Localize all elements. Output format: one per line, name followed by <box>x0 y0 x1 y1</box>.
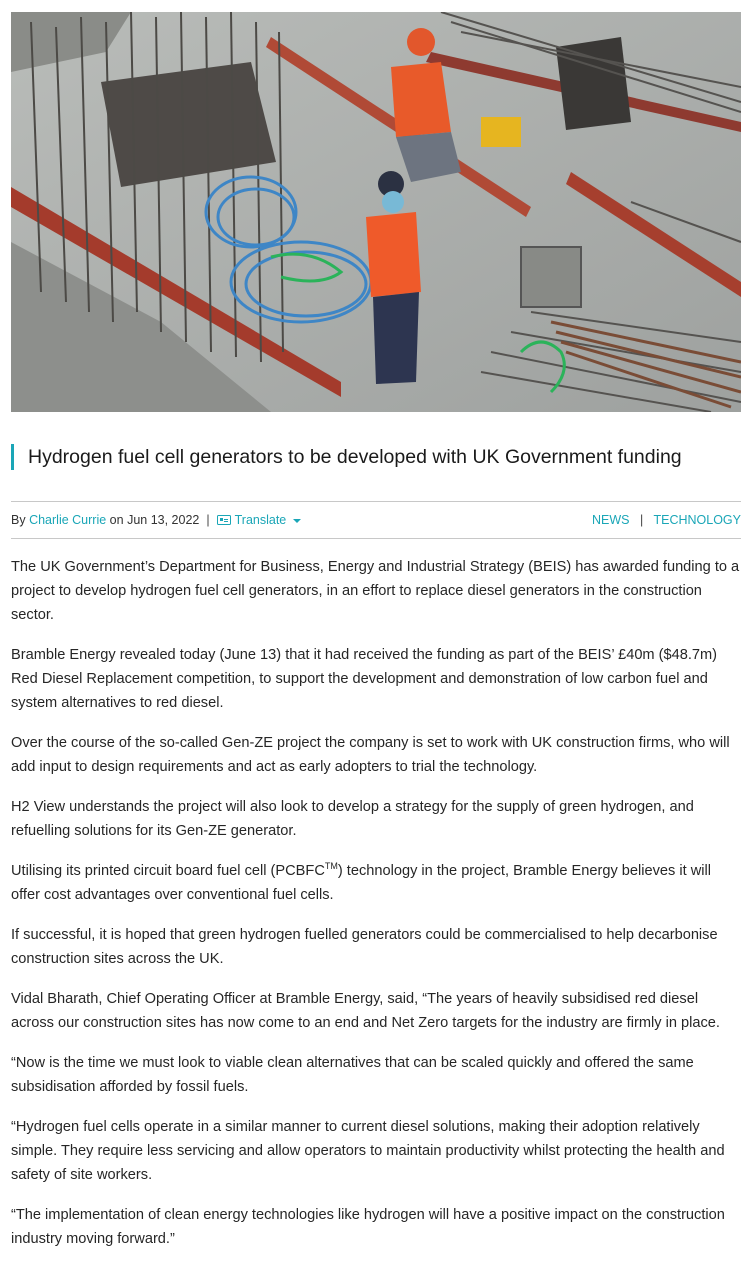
byline <box>11 513 301 527</box>
paragraph-quote: Vidal Bharath, Chief Operating Officer at Bramble Energy, said, “The years of heavily subsidised red diesel across our construction sites has now come to an end and Net Zero targets for the industry are firmly in place. <box>11 991 720 1031</box>
translate-icon <box>217 515 231 525</box>
category-technology-link[interactable]: TECHNOLOGY <box>653 513 741 527</box>
paragraph-quote: “Hydrogen fuel cells operate in a similar manner to current diesel solutions, making their adoption relatively simple. They require less servicing and allow operators to maintain productivity whilst protecting the health and safety of site workers. <box>11 1119 725 1183</box>
paragraph: Over the course of the so-called Gen-ZE project the company is set to work with UK construction firms, who will add input to design requirements and act as early adopters to trial the technology. <box>11 735 730 775</box>
hero-image <box>11 12 741 412</box>
by-label: By <box>11 513 26 527</box>
article-body <box>11 555 743 1267</box>
meta-separator: | <box>206 513 210 527</box>
category-news-link[interactable]: NEWS <box>592 513 630 527</box>
construction-photo-icon <box>11 12 741 412</box>
publish-date: Jun 13, 2022 <box>127 513 200 527</box>
trademark-superscript: TM <box>324 861 338 871</box>
paragraph-quote: “Now is the time we must look to viable clean alternatives that can be scaled quickly and offered the same subsidisation afforded by fossil fuels. <box>11 1055 694 1095</box>
pcbfc-text-after: ) technology in the project, Bramble Energy believes it will offer cost advantages over conventional fuel cells. <box>11 863 712 903</box>
author-link[interactable]: Charlie Currie <box>29 513 107 527</box>
article-headline: Hydrogen fuel cell generators to be developed with UK Government funding <box>11 444 741 470</box>
paragraph-quote: “The implementation of clean energy technologies like hydrogen will have a positive impact on the construction industry moving forward.” <box>11 1207 725 1247</box>
on-label: on <box>109 513 124 527</box>
category-separator: | <box>639 513 644 527</box>
paragraph: H2 View understands the project will also look to develop a strategy for the supply of green hydrogen, and refuelling solutions for its Gen-ZE generator. <box>11 799 694 839</box>
pcbfc-text-before: Utilising its printed circuit board fuel cell (PCBFC <box>11 863 325 879</box>
paragraph: If successful, it is hoped that green hydrogen fuelled generators could be commercialised to help decarbonise construction sites across the UK. <box>11 927 718 967</box>
chevron-down-icon <box>293 519 301 523</box>
paragraph: Bramble Energy revealed today (June 13) that it had received the funding as part of the BEIS’ £40m ($48.7m) Red Diesel Replacement competition, to support the development and demonstration of low carbon fuel and system alternatives to red diesel. <box>11 647 718 711</box>
article-meta-bar <box>11 501 741 539</box>
translate-dropdown[interactable] <box>217 513 302 527</box>
translate-label: Translate <box>234 513 287 527</box>
paragraph-pcbfc <box>11 859 743 907</box>
paragraph: The UK Government’s Department for Business, Energy and Industrial Strategy (BEIS) has awarded funding to a project to develop hydrogen fuel cell generators, in an effort to replace diesel generators in the construction sector. <box>11 559 740 623</box>
category-links <box>592 513 741 527</box>
